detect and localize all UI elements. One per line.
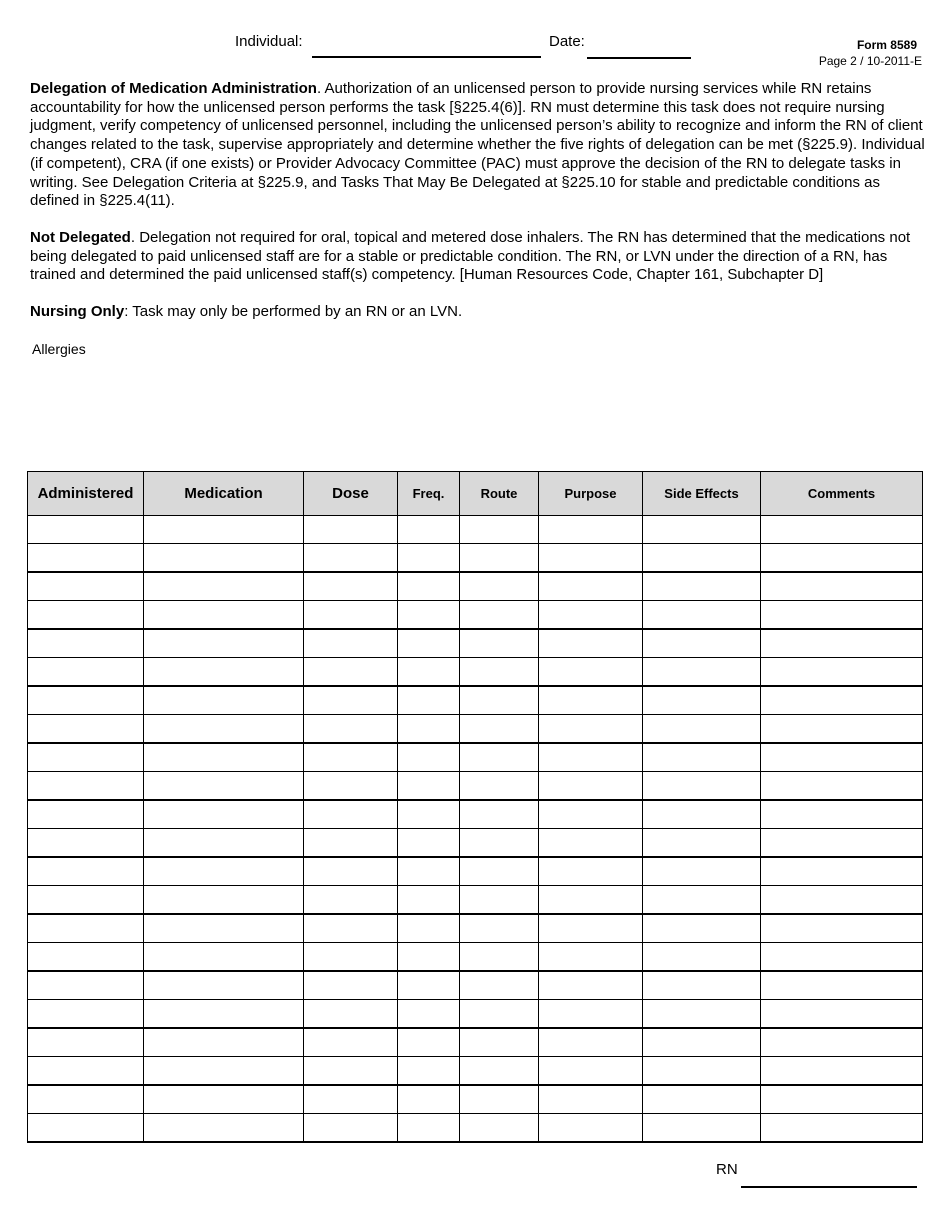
individual-field[interactable] [312, 56, 541, 58]
cell-medication[interactable] [144, 743, 304, 772]
cell-side-effects[interactable] [643, 686, 761, 715]
table-row [28, 772, 923, 801]
cell-purpose[interactable] [539, 658, 643, 687]
cell-administered[interactable] [28, 1028, 144, 1057]
cell-comments[interactable] [761, 1057, 923, 1086]
cell-medication[interactable] [144, 572, 304, 601]
cell-purpose[interactable] [539, 686, 643, 715]
cell-dose[interactable] [304, 800, 398, 829]
cell-comments[interactable] [761, 971, 923, 1000]
table-row [28, 601, 923, 630]
cell-side-effects[interactable] [643, 1000, 761, 1029]
cell-medication[interactable] [144, 943, 304, 972]
cell-dose[interactable] [304, 1057, 398, 1086]
delegation-text: . Authorization of an unlicensed person to provide nursing services while RN retains accountability for how the unlicensed person performs the task [§225.4(6)]. RN must determine this task does not require nursing judgment, verify competency of unlicensed personnel, including the unlicensed person’s ability to recognize and inform the RN of client changes related to the task, supervise appropriately and determine whether the five rights of delegation can be met (§225.9). Individual (if competent), CRA (if one exists) or Provider Advocacy Committee (PAC) must approve the decision of the RN to delegate tasks in writing. See Delegation Criteria at §225.9, and Tasks That May Be Delegated at §225.10 for stable and predictable conditions as defined in §225.4(11). [30, 80, 925, 210]
cell-comments[interactable] [761, 914, 923, 943]
cell-medication[interactable] [144, 971, 304, 1000]
cell-side-effects[interactable] [643, 516, 761, 544]
cell-frequency[interactable] [398, 743, 460, 772]
cell-side-effects[interactable] [643, 544, 761, 573]
table-row [28, 572, 923, 601]
cell-frequency[interactable] [398, 914, 460, 943]
table-row [28, 857, 923, 886]
table-row [28, 658, 923, 687]
cell-medication[interactable] [144, 686, 304, 715]
cell-comments[interactable] [761, 886, 923, 915]
cell-route[interactable] [460, 1057, 539, 1086]
cell-frequency[interactable] [398, 886, 460, 915]
cell-route[interactable] [460, 743, 539, 772]
cell-dose[interactable] [304, 1000, 398, 1029]
cell-medication[interactable] [144, 914, 304, 943]
cell-purpose[interactable] [539, 601, 643, 630]
cell-dose[interactable] [304, 715, 398, 744]
cell-dose[interactable] [304, 601, 398, 630]
date-label: Date: [549, 33, 585, 50]
cell-comments[interactable] [761, 743, 923, 772]
cell-purpose[interactable] [539, 943, 643, 972]
table-row [28, 516, 923, 544]
cell-comments[interactable] [761, 1028, 923, 1057]
cell-frequency[interactable] [398, 572, 460, 601]
cell-route[interactable] [460, 1028, 539, 1057]
cell-route[interactable] [460, 572, 539, 601]
cell-frequency[interactable] [398, 658, 460, 687]
cell-medication[interactable] [144, 857, 304, 886]
cell-medication[interactable] [144, 658, 304, 687]
form-number: Form 8589 [856, 38, 917, 52]
cell-side-effects[interactable] [643, 1114, 761, 1143]
cell-comments[interactable] [761, 1114, 923, 1143]
table-row [28, 1057, 923, 1086]
cell-route[interactable] [460, 943, 539, 972]
cell-dose[interactable] [304, 629, 398, 658]
cell-purpose[interactable] [539, 1000, 643, 1029]
cell-route[interactable] [460, 971, 539, 1000]
cell-medication[interactable] [144, 1085, 304, 1114]
cell-dose[interactable] [304, 743, 398, 772]
cell-administered[interactable] [28, 686, 144, 715]
cell-purpose[interactable] [539, 800, 643, 829]
cell-frequency[interactable] [398, 1028, 460, 1057]
cell-side-effects[interactable] [643, 1085, 761, 1114]
column-header-administered: Administered [28, 472, 144, 516]
cell-side-effects[interactable] [643, 715, 761, 744]
cell-route[interactable] [460, 914, 539, 943]
cell-comments[interactable] [761, 715, 923, 744]
cell-administered[interactable] [28, 1114, 144, 1143]
cell-side-effects[interactable] [643, 1028, 761, 1057]
cell-frequency[interactable] [398, 829, 460, 858]
cell-comments[interactable] [761, 829, 923, 858]
cell-route[interactable] [460, 1114, 539, 1143]
cell-purpose[interactable] [539, 629, 643, 658]
table-row [28, 943, 923, 972]
cell-route[interactable] [460, 629, 539, 658]
cell-purpose[interactable] [539, 857, 643, 886]
cell-comments[interactable] [761, 943, 923, 972]
cell-side-effects[interactable] [643, 800, 761, 829]
cell-route[interactable] [460, 516, 539, 544]
table-header-row [28, 472, 923, 516]
cell-medication[interactable] [144, 544, 304, 573]
cell-dose[interactable] [304, 658, 398, 687]
cell-dose[interactable] [304, 886, 398, 915]
cell-purpose[interactable] [539, 1114, 643, 1143]
cell-side-effects[interactable] [643, 971, 761, 1000]
cell-frequency[interactable] [398, 601, 460, 630]
table-row [28, 686, 923, 715]
cell-route[interactable] [460, 857, 539, 886]
cell-purpose[interactable] [539, 516, 643, 544]
cell-dose[interactable] [304, 686, 398, 715]
cell-purpose[interactable] [539, 715, 643, 744]
table-row [28, 544, 923, 573]
table-row [28, 1085, 923, 1114]
cell-administered[interactable] [28, 857, 144, 886]
cell-side-effects[interactable] [643, 914, 761, 943]
column-header-side-effects: Side Effects [643, 472, 761, 516]
table-row [28, 971, 923, 1000]
cell-side-effects[interactable] [643, 572, 761, 601]
cell-medication[interactable] [144, 1057, 304, 1086]
table-body [28, 516, 923, 1143]
cell-frequency[interactable] [398, 544, 460, 573]
cell-administered[interactable] [28, 772, 144, 801]
cell-frequency[interactable] [398, 943, 460, 972]
cell-administered[interactable] [28, 743, 144, 772]
table-row [28, 1114, 923, 1143]
table-row [28, 1028, 923, 1057]
cell-purpose[interactable] [539, 544, 643, 573]
nursing-only-text: : Task may only be performed by an RN or an LVN. [124, 303, 463, 320]
cell-purpose[interactable] [539, 914, 643, 943]
cell-administered[interactable] [28, 516, 144, 544]
cell-administered[interactable] [28, 1085, 144, 1114]
cell-comments[interactable] [761, 800, 923, 829]
cell-route[interactable] [460, 829, 539, 858]
cell-frequency[interactable] [398, 1000, 460, 1029]
cell-dose[interactable] [304, 829, 398, 858]
table-row [28, 1000, 923, 1029]
cell-comments[interactable] [761, 857, 923, 886]
cell-purpose[interactable] [539, 886, 643, 915]
nursing-only-title: Nursing Only [30, 303, 125, 320]
cell-comments[interactable] [761, 601, 923, 630]
cell-medication[interactable] [144, 629, 304, 658]
cell-comments[interactable] [761, 772, 923, 801]
cell-route[interactable] [460, 886, 539, 915]
cell-purpose[interactable] [539, 1085, 643, 1114]
column-header-medication: Medication [144, 472, 304, 516]
cell-side-effects[interactable] [643, 943, 761, 972]
not-delegated-title: Not Delegated [30, 229, 131, 246]
cell-comments[interactable] [761, 544, 923, 573]
cell-administered[interactable] [28, 715, 144, 744]
cell-dose[interactable] [304, 572, 398, 601]
column-header-frequency: Freq. [398, 472, 460, 516]
delegation-paragraph [30, 80, 925, 211]
cell-medication[interactable] [144, 1000, 304, 1029]
cell-frequency[interactable] [398, 629, 460, 658]
column-header-route: Route [460, 472, 539, 516]
cell-comments[interactable] [761, 686, 923, 715]
cell-frequency[interactable] [398, 516, 460, 544]
cell-dose[interactable] [304, 772, 398, 801]
cell-administered[interactable] [28, 943, 144, 972]
cell-medication[interactable] [144, 886, 304, 915]
individual-label: Individual: [235, 33, 303, 50]
cell-dose[interactable] [304, 1114, 398, 1143]
medication-table [27, 471, 923, 1143]
cell-dose[interactable] [304, 544, 398, 573]
cell-route[interactable] [460, 800, 539, 829]
cell-administered[interactable] [28, 629, 144, 658]
table-row [28, 829, 923, 858]
not-delegated-paragraph [30, 229, 925, 285]
table-row [28, 886, 923, 915]
cell-purpose[interactable] [539, 743, 643, 772]
cell-dose[interactable] [304, 943, 398, 972]
column-header-dose: Dose [304, 472, 398, 516]
cell-side-effects[interactable] [643, 857, 761, 886]
column-header-purpose: Purpose [539, 472, 643, 516]
cell-administered[interactable] [28, 572, 144, 601]
cell-dose[interactable] [304, 516, 398, 544]
cell-purpose[interactable] [539, 971, 643, 1000]
cell-frequency[interactable] [398, 1085, 460, 1114]
cell-medication[interactable] [144, 829, 304, 858]
cell-comments[interactable] [761, 658, 923, 687]
cell-side-effects[interactable] [643, 601, 761, 630]
cell-side-effects[interactable] [643, 629, 761, 658]
cell-dose[interactable] [304, 971, 398, 1000]
cell-comments[interactable] [761, 572, 923, 601]
cell-comments[interactable] [761, 516, 923, 544]
cell-dose[interactable] [304, 1028, 398, 1057]
cell-route[interactable] [460, 658, 539, 687]
cell-route[interactable] [460, 715, 539, 744]
cell-side-effects[interactable] [643, 886, 761, 915]
cell-purpose[interactable] [539, 772, 643, 801]
cell-frequency[interactable] [398, 772, 460, 801]
cell-administered[interactable] [28, 601, 144, 630]
cell-purpose[interactable] [539, 829, 643, 858]
cell-administered[interactable] [28, 914, 144, 943]
cell-administered[interactable] [28, 658, 144, 687]
page-reference: Page 2 / 10-2011-E [818, 54, 922, 68]
nursing-only-paragraph [30, 303, 925, 322]
cell-administered[interactable] [28, 829, 144, 858]
cell-administered[interactable] [28, 1000, 144, 1029]
cell-purpose[interactable] [539, 1057, 643, 1086]
cell-route[interactable] [460, 772, 539, 801]
cell-comments[interactable] [761, 1085, 923, 1114]
cell-medication[interactable] [144, 1028, 304, 1057]
cell-side-effects[interactable] [643, 743, 761, 772]
cell-route[interactable] [460, 686, 539, 715]
table-row [28, 914, 923, 943]
allergies-label: Allergies [32, 341, 86, 357]
cell-route[interactable] [460, 1000, 539, 1029]
table-row [28, 629, 923, 658]
cell-dose[interactable] [304, 914, 398, 943]
cell-side-effects[interactable] [643, 658, 761, 687]
cell-side-effects[interactable] [643, 772, 761, 801]
cell-purpose[interactable] [539, 572, 643, 601]
cell-administered[interactable] [28, 1057, 144, 1086]
cell-route[interactable] [460, 544, 539, 573]
cell-medication[interactable] [144, 516, 304, 544]
cell-frequency[interactable] [398, 715, 460, 744]
rn-signature-label: RN [716, 1161, 738, 1178]
table-row [28, 715, 923, 744]
cell-medication[interactable] [144, 772, 304, 801]
cell-administered[interactable] [28, 886, 144, 915]
cell-administered[interactable] [28, 544, 144, 573]
cell-frequency[interactable] [398, 1057, 460, 1086]
cell-comments[interactable] [761, 629, 923, 658]
table-row [28, 743, 923, 772]
rn-signature-field[interactable] [741, 1186, 917, 1188]
cell-dose[interactable] [304, 857, 398, 886]
cell-frequency[interactable] [398, 857, 460, 886]
cell-route[interactable] [460, 601, 539, 630]
date-field[interactable] [587, 57, 691, 59]
cell-dose[interactable] [304, 1085, 398, 1114]
cell-route[interactable] [460, 1085, 539, 1114]
cell-administered[interactable] [28, 971, 144, 1000]
cell-frequency[interactable] [398, 1114, 460, 1143]
column-header-comments: Comments [761, 472, 923, 516]
cell-medication[interactable] [144, 800, 304, 829]
cell-administered[interactable] [28, 800, 144, 829]
cell-side-effects[interactable] [643, 829, 761, 858]
not-delegated-text: . Delegation not required for oral, topical and metered dose inhalers. The RN has determined that the medications not being delegated to paid unlicensed staff are for a stable or predictable condition. The RN, or LVN under the direction of a RN, has trained and determined the paid unlicensed staff(s) competency. [Human Resources Code, Chapter 161, Subchapter D] [30, 229, 911, 284]
cell-medication[interactable] [144, 601, 304, 630]
cell-purpose[interactable] [539, 1028, 643, 1057]
cell-frequency[interactable] [398, 686, 460, 715]
cell-medication[interactable] [144, 1114, 304, 1143]
table-row [28, 800, 923, 829]
cell-comments[interactable] [761, 1000, 923, 1029]
cell-frequency[interactable] [398, 971, 460, 1000]
cell-medication[interactable] [144, 715, 304, 744]
cell-frequency[interactable] [398, 800, 460, 829]
cell-side-effects[interactable] [643, 1057, 761, 1086]
delegation-title: Delegation of Medication Administration [30, 80, 317, 97]
